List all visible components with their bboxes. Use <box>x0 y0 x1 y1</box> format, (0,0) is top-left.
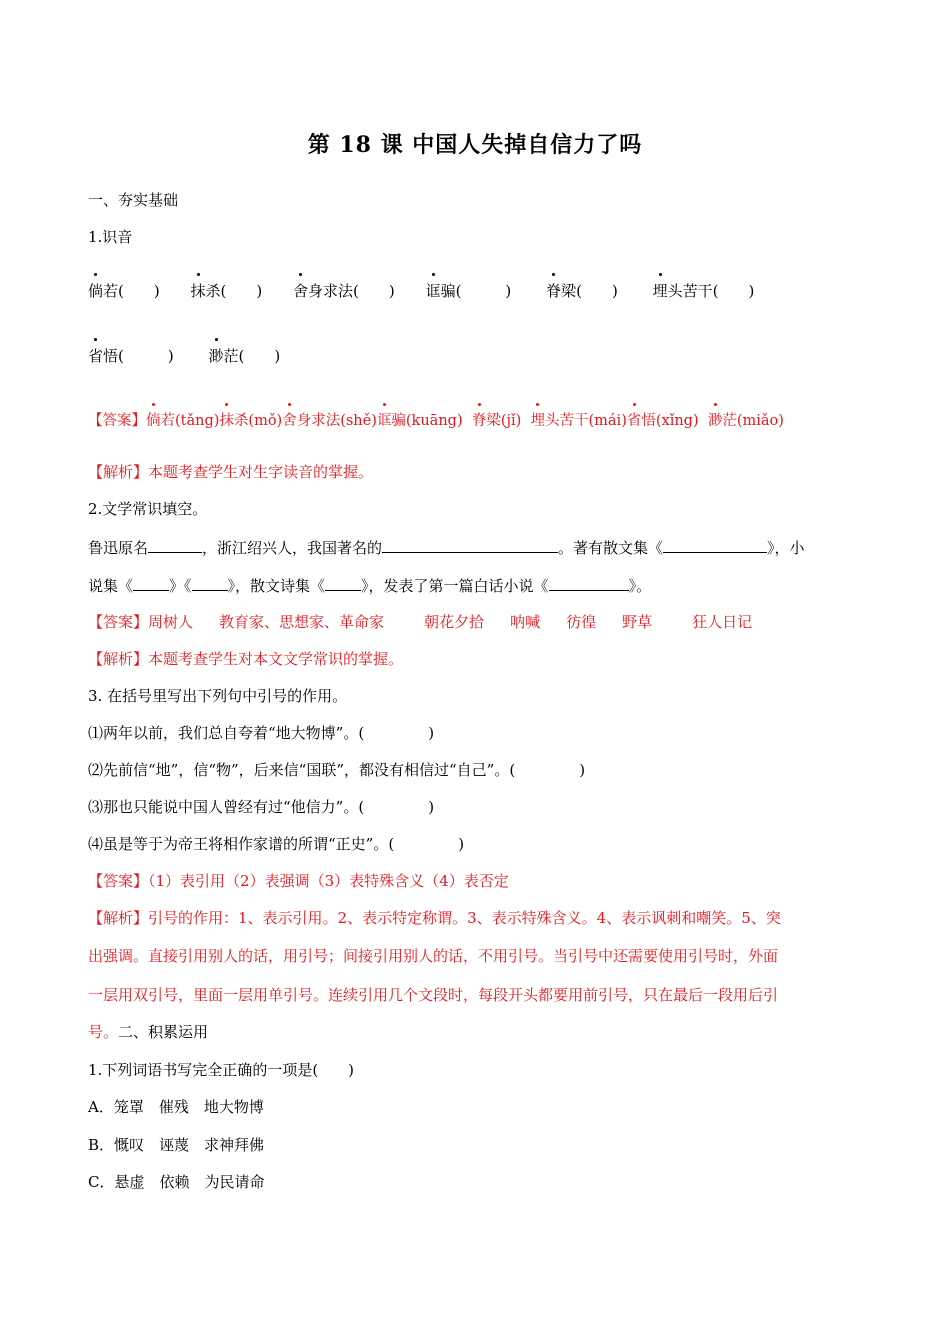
section-heading-basics: 一、夯实基础 <box>88 191 179 209</box>
question-3-analysis-line-4: 号。二、积累运用 <box>88 1023 209 1041</box>
question-2-line-1: 鲁迅原名 ，浙江绍兴人，我国著名的 。著有散文集《 》，小 <box>88 536 805 559</box>
section-heading-accumulation: 二、积累运用 <box>118 1023 209 1041</box>
question-2-answer: 【答案】周树人 教育家、思想家、革命家 朝花夕拾 呐喊 彷徨 野草 狂人日记 <box>88 613 753 631</box>
pinyin-item: 渺茫( ) <box>208 347 281 365</box>
option-b: B．慨叹 诬蔑 求神拜佛 <box>88 1136 265 1154</box>
page-title: 第 18 课 中国人失掉自信力了吗 <box>307 132 643 158</box>
pinyin-item: 省悟( ) <box>88 347 174 365</box>
answer-item: 舍身求法(shě) <box>282 413 377 429</box>
question-3-item: ⑶那也只能说中国人曾经有过“他信力”。( ) <box>88 798 435 816</box>
question-3-item: ⑵先前信“地”，信“物”，后来信“国联”，都没有相信过“自己”。( ) <box>88 761 586 779</box>
answer-item: 省悟(xǐng) <box>627 413 708 429</box>
question-3-analysis-line-1: 【解析】引号的作用：1、表示引用。2、表示特定称谓。3、表示特殊含义。4、表示讽刺和嘲笑。5、突 <box>88 909 781 927</box>
pinyin-item: 脊梁( ) <box>546 282 618 300</box>
answer-item: 渺茫(miǎo) <box>708 413 784 429</box>
question-3-heading: 3. 在括号里写出下列句中引号的作用。 <box>88 687 348 705</box>
question-3-analysis-line-3: 一层用双引号，里面一层用单引号。连续引用几个文段时，每段开头都要用前引号，只在最后一段用后引 <box>88 986 779 1004</box>
pinyin-row-2 <box>88 345 280 367</box>
question-3-item: ⑷虽是等于为帝王将相作家谱的所谓“正史”。( ) <box>88 835 465 853</box>
pinyin-item: 舍身求法( ) <box>293 282 395 300</box>
answer-tag: 【答案】 <box>88 613 149 631</box>
answer-item: 倘若(tǎng) <box>146 413 219 429</box>
pinyin-row-1 <box>88 280 754 302</box>
analysis-tag: 【解析】 <box>88 463 149 481</box>
question-2-heading: 2.文学常识填空。 <box>88 500 208 518</box>
answer-item: 诓骗(kuāng) <box>377 413 472 429</box>
question-1-answer <box>88 410 784 432</box>
option-a: A．笼罩 催残 地大物博 <box>88 1098 264 1116</box>
analysis-tag: 【解析】 <box>88 650 149 668</box>
question-2-line-2: 说集《 》《 》，散文诗集《 》，发表了第一篇白话小说《 》。 <box>88 574 651 597</box>
answer-tag: 【答案】 <box>88 413 146 429</box>
answer-tag: 【答案】 <box>88 872 149 890</box>
pinyin-item: 倘若( ) <box>88 282 160 300</box>
section2-question-1-heading: 1.下列词语书写完全正确的一项是( ) <box>88 1061 355 1079</box>
pinyin-item: 埋头苦干( ) <box>652 282 755 300</box>
question-1-heading: 1.识音 <box>88 228 133 246</box>
question-3-item: ⑴两年以前，我们总自夸着“地大物博”。( ) <box>88 724 435 742</box>
question-3-answer: 【答案】（1）表引用（2）表强调（3）表特殊含义（4）表否定 <box>88 872 509 890</box>
question-3-analysis-line-2: 出强调。直接引用别人的话，用引号；间接引用别人的话，不用引号。当引号中还需要使用引号时，外面 <box>88 947 779 965</box>
pinyin-item: 诓骗( ) <box>425 282 512 300</box>
answer-item: 抹杀(mǒ) <box>219 413 282 429</box>
analysis-tag: 【解析】 <box>88 909 149 927</box>
answer-item: 脊梁(jǐ) <box>472 413 531 429</box>
question-1-analysis: 【解析】本题考查学生对生字读音的掌握。 <box>88 463 374 481</box>
option-c: C．悬虚 依赖 为民请命 <box>88 1173 265 1191</box>
pinyin-item: 抹杀( ) <box>190 282 263 300</box>
answer-item: 埋头苦干(mái) <box>531 413 627 429</box>
question-2-analysis: 【解析】本题考查学生对本文文学常识的掌握。 <box>88 650 404 668</box>
